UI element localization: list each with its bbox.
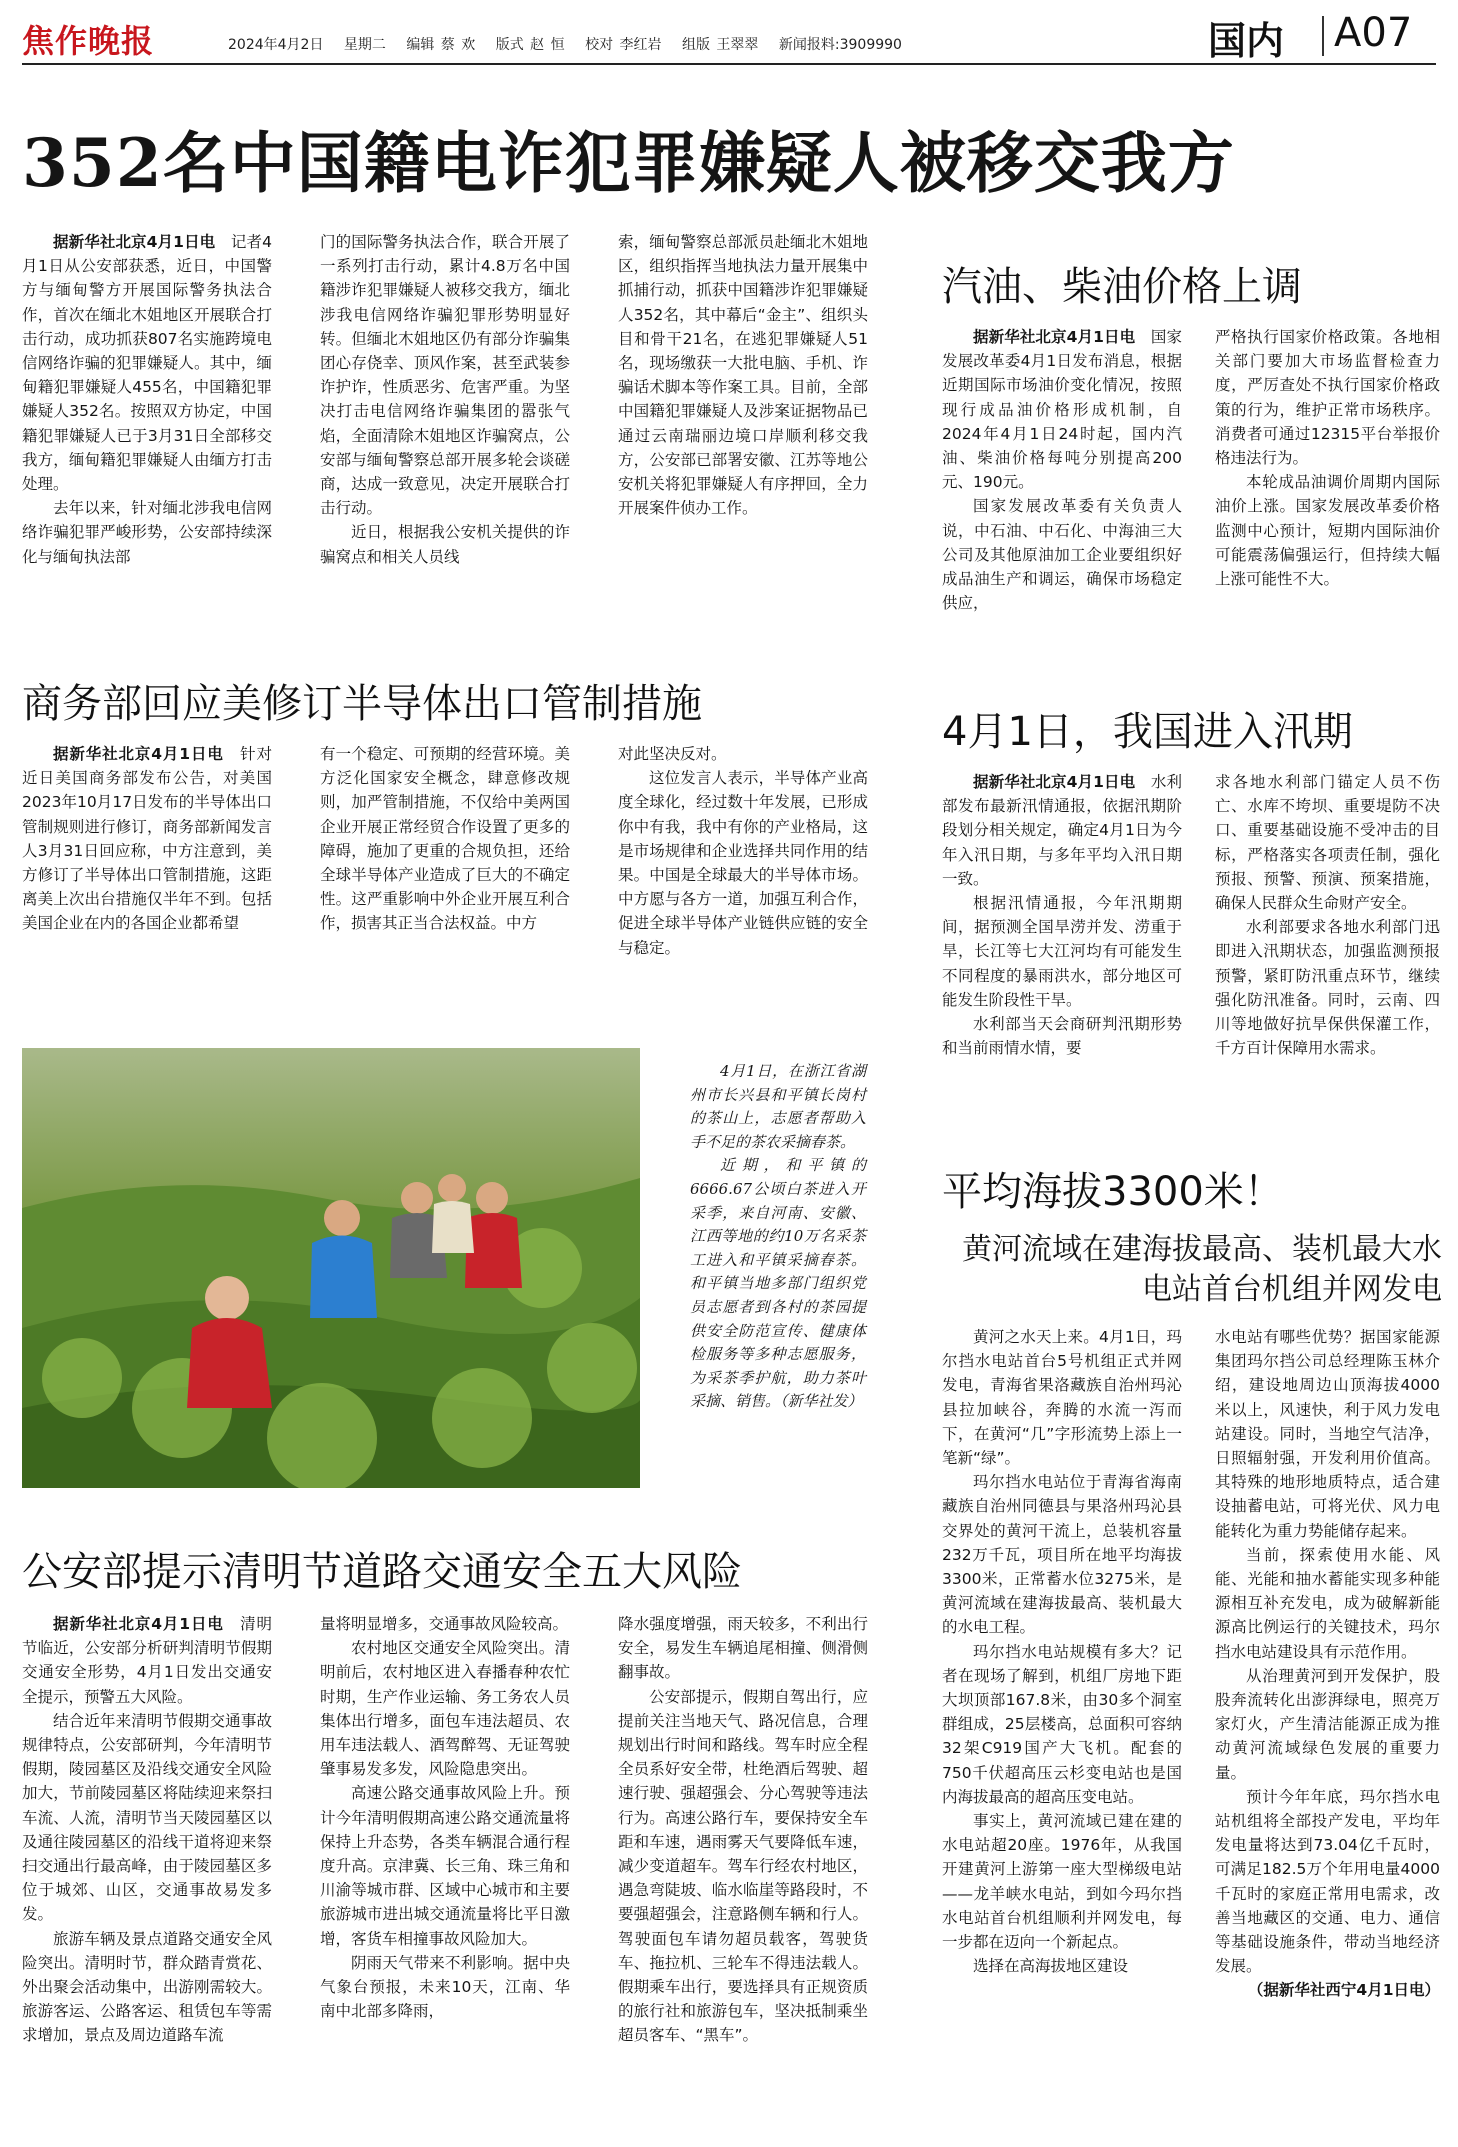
traffic-col-2: [320, 1612, 570, 2137]
flood-col-1: [942, 770, 1182, 1120]
traffic-para: 阴雨天气带来不利影响。据中央气象台预报，未来10天，江南、华南中北部多降雨，: [320, 1953, 570, 2021]
traffic-col-3: [618, 1612, 868, 2137]
traffic-para: 结合近年来清明节假期交通事故规律特点，公安部研判，今年清明节假期，陵园墓区及沿线交通安全风险加大，节前陵园墓区将陆续迎来祭扫车流、人流，清明节当天陵园墓区以及通往陵园墓区的沿线干道将迎来祭扫交通出行最高峰，由于陵园墓区多位于城郊、山区，交通事故易发多发。: [22, 1711, 272, 1924]
flood-col-2: [1215, 770, 1440, 1120]
proofreader: 校对 李红岩: [585, 37, 662, 53]
traffic-para: 农村地区交通安全风险突出。清明前后，农村地区进入春播春种农忙时期，生产作业运输、务工务农人员集体出行增多，面包车违法超员、农用车违法载人、酒驾醉驾、无证驾驶肇事易发多发，风险隐患突出。: [320, 1639, 570, 1779]
editor: 编辑 蔡 欢: [406, 37, 476, 53]
traffic-para: 降水强度增强，雨天较多，不利出行安全，易发生车辆追尾相撞、侧滑侧翻事故。: [618, 1615, 868, 1682]
oil-col-1: [942, 325, 1182, 645]
semi-headline: 商务部回应美修订半导体出口管制措施: [22, 681, 702, 727]
oil-col-2: [1215, 325, 1440, 645]
traffic-headline: 公安部提示清明节道路交通安全五大风险: [22, 1549, 742, 1595]
hydro-para: 水电站有哪些优势？据国家能源集团玛尔挡公司总经理陈玉林介绍，建设地周边山顶海拔4000米以上，风速快，利于风力发电站建设。同时，当地空气洁净，日照辐射强，开发利用价值高。其特殊的地形地质特点，适合建设抽蓄电站，可将光伏、风力电能转化为重力势能储存起来。: [1215, 1328, 1440, 1540]
masthead-rule: [22, 63, 1436, 65]
main-headline: 352名中国籍电诈犯罪嫌疑人被移交我方: [22, 124, 1235, 202]
traffic-para: 清明节临近，公安部分析研判清明节假期交通安全形势，4月1日发出交通安全提示，预警五大风险。: [22, 1615, 272, 1706]
masthead-logo: 焦作晚报: [22, 22, 155, 60]
hydro-para: 当前，探索使用水能、风能、光能和抽水蓄能实现多种能源相互补充发电，成为破解新能源高比例运行的关键技术，玛尔挡水电站建设具有示范作用。: [1215, 1545, 1440, 1661]
section-name: 国内: [1208, 19, 1285, 63]
main-para: 去年以来，针对缅北涉我电信网络诈骗犯罪严峻形势，公安部持续深化与缅甸执法部: [22, 499, 272, 566]
caption-para: 4月1日，在浙江省湖州市长兴县和平镇长岗村的茶山上，志愿者帮助入手不足的茶农采摘春茶。: [690, 1062, 866, 1151]
oil-para: 国家发展改革委有关负责人说，中石油、中石化、中海油三大公司及其他原油加工企业要组织好成品油生产和调运，确保市场稳定供应，: [942, 497, 1182, 613]
traffic-para: 公安部提示，假期自驾出行，应提前关注当地天气、路况信息，合理规划出行时间和路线。驾车时应全程全员系好安全带，杜绝酒后驾驶、超速行驶、强超强会、分心驾驶等违法行为。高速公路行车，要保持安全车距和车速，遇雨雾天气要降低车速，减少变道超车。驾车行经农村地区，遇急弯陡坡、临水临崖等路段时，不要强超强会，注意路侧车辆和行人。驾驶面包车请勿超员载客，驾驶货车、拖拉机、三轮车不得违法载人。假期乘车出行，要选择具有正规资质的旅行社和旅游包车，坚决抵制乘坐超员客车、“黑车”。: [618, 1687, 868, 2045]
issue-date: 2024年4月2日: [228, 37, 324, 53]
typesetter: 组版 王翠翠: [681, 37, 759, 53]
semi-para: 这位发言人表示，半导体产业高度全球化，经过数十年发展，已形成你中有我，我中有你的产业格局，这是市场规律和企业选择共同作用的结果。中国是全球最大的半导体市场。中方愿与各方一道，加强互利合作，促进全球半导体产业链供应链的安全与稳定。: [618, 769, 868, 957]
photo-caption: [690, 1060, 866, 1414]
main-para: 门的国际警务执法合作，联合开展了一系列打击行动，累计4.8万名中国籍涉诈犯罪嫌疑人被移交我方，缅北涉我电信网络诈骗犯罪形势明显好转。但缅北木姐地区仍有部分诈骗集团心存侥幸、顶风作案，甚至武装参诈护诈，性质恶劣、危害严重。为坚决打击电信网络诈骗集团的嚣张气焰，全面清除木姐地区诈骗窝点，公安部与缅甸警察总部开展多轮会谈磋商，达成一致意见，决定开展联合打击行动。: [320, 233, 570, 518]
traffic-para: 量将明显增多，交通事故风险较高。: [320, 1615, 569, 1633]
flood-headline: 4月1日，我国进入汛期: [942, 709, 1353, 755]
flood-para: 求各地水利部门锚定人员不伤亡、水库不垮坝、重要堤防不决口、重要基础设施不受冲击的目标，严格落实各项责任制，强化预报、预警、预演、预案措施，确保人民群众生命财产安全。: [1215, 773, 1440, 913]
main-para: 近日，根据我公安机关提供的诈骗窝点和相关人员线: [320, 523, 570, 566]
oil-para: 本轮成品油调价周期内国际油价上涨。国家发展改革委价格监测中心预计，短期内国际油价可能震荡偏强运行，但持续大幅上涨可能性不大。: [1215, 473, 1440, 589]
section-divider: [1322, 16, 1324, 56]
flood-para: 水利部要求各地水利部门迅即进入汛期状态，加强监测预报预警，紧盯防汛重点环节，继续强化防汛准备。同时，云南、四川等地做好抗旱保供保灌工作，千方百计保障用水需求。: [1215, 918, 1440, 1058]
semi-para: 针对近日美国商务部发布公告，对美国2023年10月17日发布的半导体出口管制规则进行修订，商务部新闻发言人3月31日回应称，中方注意到，美方修订了半导体出口管制措施，这距离美上次出台措施仅半年不到。包括美国企业在内的各国企业都希望: [22, 745, 272, 933]
issue-weekday: 星期二: [343, 37, 386, 53]
oil-dateline: 据新华社北京4月1日电: [973, 328, 1136, 346]
main-col-1: [22, 230, 272, 610]
flood-para: 水利部发布最新汛情通报，依据汛期阶段划分相关规定，确定4月1日为今年入汛日期，与多年平均入汛日期一致。: [942, 773, 1182, 888]
tea-garden-illustration: [22, 1048, 640, 1488]
oil-para: 国家发展改革委4月1日发布消息，根据近期国际市场油价变化情况，按照现行成品油价格形成机制，自2024年4月1日24时起，国内汽油、柴油价格每吨分别提高200元、190元。: [942, 328, 1182, 492]
traffic-col-1: [22, 1612, 272, 2137]
semi-dateline: 据新华社北京4月1日电: [53, 745, 224, 763]
hydro-para: 从治理黄河到开发保护，股股奔流转化出澎湃绿电，照亮万家灯火，产生清洁能源正成为推动黄河流域绿色发展的重要力量。: [1215, 1666, 1440, 1782]
hydro-para: 黄河之水天上来。4月1日，玛尔挡水电站首台5号机组正式并网发电，青海省果洛藏族自治州玛沁县拉加峡谷，奔腾的水流一泻而下，在黄河“几”字形流势上添上一笔新“绿”。: [942, 1328, 1182, 1468]
flood-dateline: 据新华社北京4月1日电: [973, 773, 1136, 791]
issue-info: [228, 34, 916, 54]
main-col-2: [320, 230, 570, 610]
news-hotline: 新闻报料:3909990: [778, 37, 902, 53]
main-para: 记者4月1日从公安部获悉，近日，中国警方与缅甸警方开展国际警务执法合作，首次在缅北木姐地区开展联合打击行动，成功抓获807名实施跨境电信网络诈骗的犯罪嫌疑人。其中，缅甸籍犯罪嫌疑人455名，中国籍犯罪嫌疑人352名。按照双方协定，中国籍犯罪嫌疑人已于3月31日全部移交我方，缅甸籍犯罪嫌疑人由缅方打击处理。: [22, 233, 272, 494]
semi-col-2: [320, 742, 570, 992]
semi-col-1: [22, 742, 272, 992]
hydro-source: （据新华社西宁4月1日电）: [1247, 1981, 1440, 2000]
semi-para: 对此坚决反对。: [618, 745, 727, 763]
oil-para: 严格执行国家价格政策。各地相关部门要加大市场监督检查力度，严厉查处不执行国家价格政策的行为，维护正常市场秩序。消费者可通过12315平台举报价格违法行为。: [1215, 328, 1440, 468]
traffic-para: 高速公路交通事故风险上升。预计今年清明假期高速公路交通流量将保持上升态势，各类车辆混合通行程度升高。京津冀、长三角、珠三角和川渝等城市群、区域中心城市和主要旅游城市进出城交通流量将比平日激增，客货车相撞事故风险加大。: [320, 1784, 570, 1948]
flood-para: 水利部当天会商研判汛期形势和当前雨情水情，要: [942, 1015, 1182, 1058]
page-number: A07: [1334, 10, 1413, 56]
hydro-para: 选择在高海拔地区建设: [973, 1957, 1129, 1976]
flood-para: 根据汛情通报，今年汛期期间，据预测全国旱涝并发、涝重于旱，长江等七大江河均有可能发生不同程度的暴雨洪水，部分地区可能发生阶段性干旱。: [942, 894, 1182, 1009]
tea-picking-photo: [22, 1048, 640, 1488]
hydro-para: 玛尔挡水电站规模有多大？记者在现场了解到，机组厂房地下距大坝顶部167.8米，由30多个洞室群组成，25层楼高，总面积可容纳32架C919国产大飞机。配套的750千伏超高压云杉变电站也是国内海拔最高的超高压变电站。: [942, 1642, 1182, 1806]
hydro-headline: 平均海拔3300米！: [942, 1169, 1284, 1215]
caption-para: 近期，和平镇的6666.67公顷白茶进入开采季，来自河南、安徽、江西等地的约10万名采茶工进入和平镇采摘春茶。和平镇当地多部门组织党员志愿者到各村的茶园提供安全防范宣传、健康体检服务等多种志愿服务，为采茶季护航，助力茶叶采摘、销售。（新华社发）: [690, 1156, 866, 1411]
traffic-para: 旅游车辆及景点道路交通安全风险突出。清明时节，群众踏青赏花、外出聚会活动集中，出游刚需较大。旅游客运、公路客运、租赁包车等需求增加，景点及周边道路车流: [22, 1929, 272, 2045]
traffic-dateline: 据新华社北京4月1日电: [53, 1615, 224, 1633]
main-para: 索，缅甸警察总部派员赴缅北木姐地区，组织指挥当地执法力量开展集中抓捕行动，抓获中国籍涉诈犯罪嫌疑人352名，其中幕后“金主”、组织头目和骨干21名，在逃犯罪嫌疑人51名，现场缴获一大批电脑、手机、诈骗话术脚本等作案工具。目前，全部中国籍犯罪嫌疑人及涉案证据物品已通过云南瑞丽边境口岸顺利移交我方，公安部已部署安徽、江苏等地公安机关将犯罪嫌疑人有序押回，全力开展案件侦办工作。: [618, 233, 868, 518]
hydro-para: 预计今年年底，玛尔挡水电站机组将全部投产发电，平均年发电量将达到73.04亿千瓦时，可满足182.5万个年用电量4000千瓦时的家庭正常用电需求，改善当地藏区的交通、电力、通信等基础设施条件，带动当地经济发展。: [1215, 1787, 1440, 1976]
hydro-subheadline: 黄河流域在建海拔最高、装机最大水电站首台机组并网发电: [962, 1232, 1442, 1307]
hydro-col-2: [1215, 1325, 1440, 2135]
layout-editor: 版式 赵 恒: [495, 37, 565, 53]
hydro-para: 事实上，黄河流域已建在建的水电站超20座。1976年，从我国开建黄河上游第一座大型梯级电站——龙羊峡水电站，到如今玛尔挡水电站首台机组顺利并网发电，每一步都在迈向一个新起点。: [942, 1812, 1182, 1952]
hydro-para: 玛尔挡水电站位于青海省海南藏族自治州同德县与果洛州玛沁县交界处的黄河干流上，总装机容量232万千瓦，项目所在地平均海拔3300米，正常蓄水位3275米，是黄河流域在建海拔最高、装机最大的水电工程。: [942, 1473, 1182, 1637]
hydro-col-1: [942, 1325, 1182, 2135]
semi-col-3: [618, 742, 868, 992]
main-dateline: 据新华社北京4月1日电: [53, 233, 216, 251]
semi-para: 有一个稳定、可预期的经营环境。美方泛化国家安全概念，肆意修改规则，加严管制措施，不仅给中美两国企业开展正常经贸合作设置了更多的障碍，施加了更重的合规负担，还给全球半导体产业造成了巨大的不确定性。这严重影响中外企业开展互利合作，损害其正当合法权益。中方: [320, 745, 570, 933]
oil-headline: 汽油、柴油价格上调: [942, 264, 1302, 310]
main-col-3: [618, 230, 868, 590]
